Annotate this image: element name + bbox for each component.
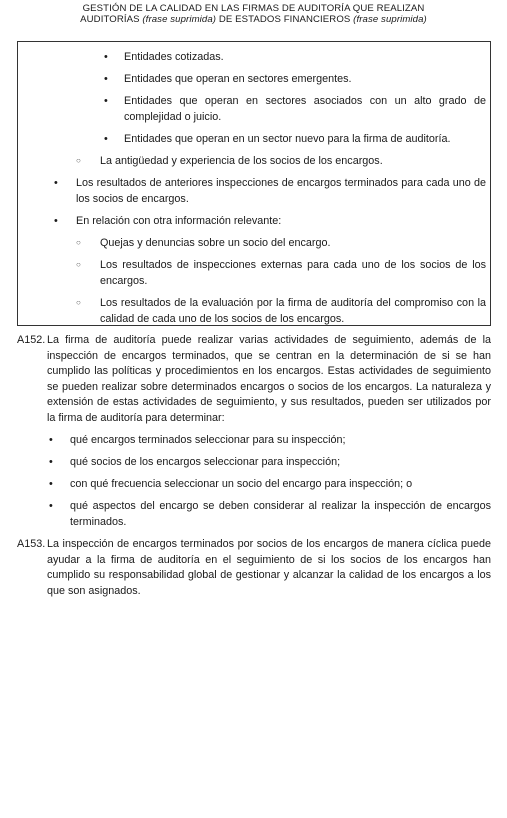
paragraph-a153: La inspección de encargos terminados por socios de los encargos de manera cíclica puede ayudar a la firma de auditoría en el seguimiento de si los socios de los encargos han cumplido su responsabilidad global de gestionar y alcanzar la calidad de los encargos a los que son asignados. <box>47 538 491 597</box>
ring-item-text: calidad de cada uno de los socios de los encargos. <box>100 313 345 325</box>
paragraph-a152: La firma de auditoría puede realizar varias actividades de seguimiento, además de la inspección de encargos terminados, que se centran en la determinación de si se han cumplido las políticas y procedimientos en los encargos. Estas actividades de seguimiento se pueden realizar sobre determinados encargos o socios de los encargos. La naturaleza y extensión de estas actividades de seguimiento, y sus resultados, pueden ser utilizados por la firma de auditoría para determinar: <box>47 334 491 424</box>
sub-bullet-text: Entidades que operan en sectores emergentes. <box>124 73 352 85</box>
ring-item-text: La antigüedad y experiencia de los socios de los encargos. <box>100 155 383 167</box>
bullet-marker: • <box>104 73 108 85</box>
ring-marker: ○ <box>76 238 81 247</box>
continuation-box <box>17 41 491 326</box>
bullet-marker: • <box>54 215 58 227</box>
ring-item-text: Quejas y denuncias sobre un socio del encargo. <box>100 237 331 249</box>
ring-marker: ○ <box>76 298 81 307</box>
bullet-marker: • <box>54 177 58 189</box>
header-line-2: AUDITORÍAS (frase suprimida) DE ESTADOS FINANCIEROS (frase suprimida) <box>80 14 427 25</box>
bullet-text: qué encargos terminados seleccionar para su inspección; <box>70 434 346 446</box>
header-line-1: GESTIÓN DE LA CALIDAD EN LAS FIRMAS DE AUDITORÍA QUE REALIZAN <box>82 3 425 14</box>
bullet-marker: • <box>104 95 108 107</box>
bullet-text: los socios de encargos. <box>76 193 189 205</box>
ring-marker: ○ <box>76 260 81 269</box>
bullet-marker: • <box>49 434 53 446</box>
sub-bullet-text: Entidades que operan en sectores asociados con un alto grado de <box>124 95 486 107</box>
sub-bullet-text: Entidades cotizadas. <box>124 51 224 63</box>
bullet-text: En relación con otra información relevante: <box>76 215 282 227</box>
bullet-marker: • <box>49 478 53 490</box>
ring-marker: ○ <box>76 156 81 165</box>
bullet-marker: • <box>49 456 53 468</box>
sub-bullet-text: complejidad o juicio. <box>124 111 222 123</box>
bullet-marker: • <box>104 51 108 63</box>
bullet-text: con qué frecuencia seleccionar un socio del encargo para inspección; o <box>70 478 413 490</box>
sub-bullet-text: Entidades que operan en un sector nuevo para la firma de auditoría. <box>124 133 451 145</box>
paragraph-number: A152. <box>17 334 46 346</box>
bullet-text: terminados. <box>70 516 127 528</box>
bullet-marker: • <box>49 500 53 512</box>
bullet-text: qué socios de los encargos seleccionar para inspección; <box>70 456 341 468</box>
bullet-marker: • <box>104 133 108 145</box>
page-header <box>0 3 507 25</box>
ring-item-text: Los resultados de la evaluación por la firma de auditoría del compromiso con la <box>100 297 486 309</box>
bullet-text: qué aspectos del encargo se deben considerar al realizar la inspección de encargos <box>70 500 491 512</box>
ring-item-text: encargos. <box>100 275 148 287</box>
bullet-text: Los resultados de anteriores inspecciones de encargos terminados para cada uno de <box>76 177 486 189</box>
ring-item-text: Los resultados de inspecciones externas para cada uno de los socios de los <box>100 259 486 271</box>
paragraph-number: A153. <box>17 538 46 550</box>
